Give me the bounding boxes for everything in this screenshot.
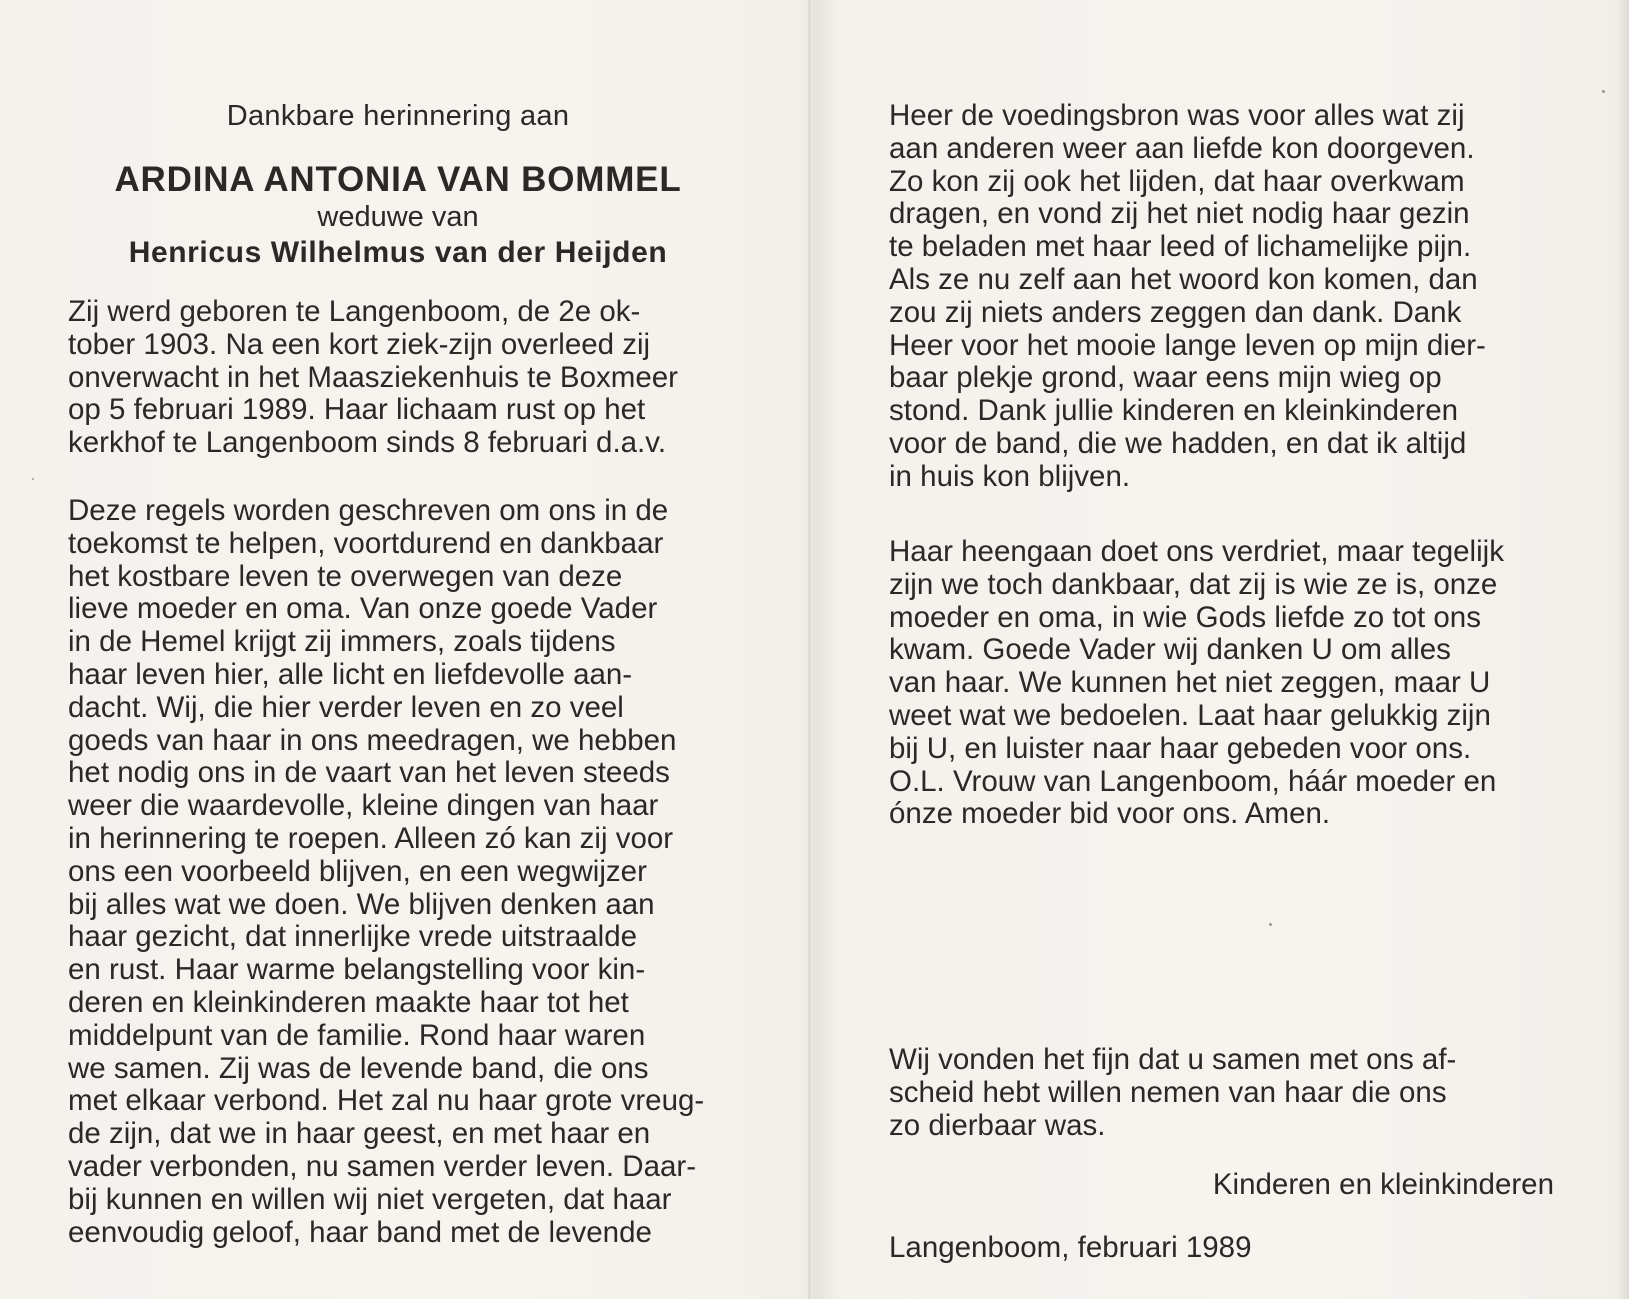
birth-death-paragraph (68, 296, 728, 460)
text-line: tober 1903. Na een kort ziek-zijn overleed zij (68, 327, 651, 361)
deceased-name: ARDINA ANTONIA VAN BOMMEL (114, 160, 682, 199)
text-line: O.L. Vrouw van Langenboom, háár moeder en (889, 764, 1497, 798)
text-line: Zij werd geboren te Langenboom, de 2e ok- (68, 295, 641, 328)
text-line: in de Hemel krijgt zij immers, zoals tijdens (68, 625, 616, 659)
thanks-paragraph (889, 1044, 1554, 1142)
widow-of-line: weduwe van (317, 201, 479, 233)
text-line: bij U, en luister naar haar gebeden voor ons. (889, 731, 1472, 765)
text-line: weet wat we bedoelen. Laat haar gelukkig zijn (889, 698, 1491, 732)
text-line: Haar heengaan doet ons verdriet, maar tegelijk (889, 535, 1504, 568)
text-line: bij alles wat we doen. We blijven denken aan (68, 887, 655, 921)
text-line: lieve moeder en oma. Van onze goede Vader (68, 592, 658, 626)
text-line: goeds van haar in ons meedragen, we hebben (68, 723, 677, 757)
text-line: haar leven hier, alle licht en liefdevolle aan- (68, 657, 633, 691)
text-line: Als ze nu zelf aan het woord kon komen, dan (889, 262, 1478, 296)
text-line: en rust. Haar warme belangstelling voor kin- (68, 953, 646, 987)
text-line: kerkhof te Langenboom sinds 8 februari d.a.v. (68, 426, 667, 460)
text-line: bij kunnen en willen wij niet vergeten, dat haar (68, 1182, 672, 1216)
text-line: stond. Dank jullie kinderen en kleinkinderen (889, 394, 1459, 428)
text-line: in herinnering te roepen. Alleen zó kan zij voor (68, 821, 674, 855)
paper-speck (1602, 90, 1605, 93)
text-line: eenvoudig geloof, haar band met de levende (68, 1215, 652, 1249)
text-line: scheid hebt willen nemen van haar die ons (889, 1075, 1447, 1109)
text-line: vader verbonden, nu samen verder leven. Daar- (68, 1149, 697, 1183)
text-line: ons een voorbeeld blijven, en een wegwijzer (68, 854, 647, 888)
text-line: Zo kon zij ook het lijden, dat haar overkwam (889, 164, 1465, 198)
text-line: deren en kleinkinderen maakte haar tot het (68, 985, 629, 1019)
text-line: toekomst te helpen, voortdurend en dankbaar (68, 526, 664, 560)
text-line: de zijn, dat we in haar geest, en met haar en (68, 1117, 651, 1151)
faith-paragraph (889, 100, 1554, 494)
text-line: zou zij niets anders zeggen dan dank. Dank (889, 295, 1462, 329)
text-line: weer die waardevolle, kleine dingen van haar (68, 789, 659, 823)
text-line: het nodig ons in de vaart van het leven steeds (68, 756, 670, 790)
text-line: baar plekje grond, waar eens mijn wieg op (889, 361, 1442, 395)
card-edge-shadow (1615, 0, 1629, 1299)
text-line: middelpunt van de familie. Rond haar waren (68, 1018, 646, 1052)
text-line: in huis kon blijven. (889, 459, 1131, 493)
text-line: voor de band, die we hadden, en dat ik altijd (889, 426, 1467, 460)
text-line: zo dierbaar was. (889, 1108, 1106, 1142)
text-line: we samen. Zij was de levende band, die ons (68, 1051, 649, 1085)
paper-speck (32, 478, 34, 480)
text-line: te beladen met haar leed of lichamelijke pijn. (889, 230, 1472, 264)
text-line: op 5 februari 1989. Haar lichaam rust op het (68, 393, 646, 427)
signature-line: Kinderen en kleinkinderen (1212, 1168, 1554, 1201)
gratitude-paragraph (889, 536, 1554, 831)
text-line: dragen, en vond zij het niet nodig haar gezin (889, 197, 1470, 231)
text-line: dacht. Wij, die hier verder leven en zo veel (68, 690, 624, 724)
text-line: zijn we toch dankbaar, dat zij is wie ze is, onze (889, 567, 1498, 601)
text-line: moeder en oma, in wie Gods liefde zo tot ons (889, 600, 1481, 634)
text-line: Wij vonden het fijn dat u samen met ons af- (889, 1043, 1457, 1076)
intro-line: Dankbare herinnering aan (226, 100, 570, 132)
husband-name: Henricus Wilhelmus van der Heijden (128, 236, 668, 269)
text-line: met elkaar verbond. Het zal nu haar grote vreug- (68, 1084, 705, 1118)
remembrance-paragraph (68, 495, 728, 1249)
text-line: kwam. Goede Vader wij danken U om alles (889, 633, 1451, 667)
paper-speck (1269, 923, 1272, 926)
text-line: Heer voor het mooie lange leven op mijn dier- (889, 328, 1486, 362)
card-fold (808, 0, 811, 1299)
text-line: aan anderen weer aan liefde kon doorgeven. (889, 131, 1475, 165)
text-line: het kostbare leven te overwegen van deze (68, 559, 623, 593)
text-line: onverwacht in het Maasziekenhuis te Boxmeer (68, 360, 678, 394)
text-line: van haar. We kunnen het niet zeggen, maar U (889, 666, 1491, 700)
text-line: haar gezicht, dat innerlijke vrede uitstraalde (68, 920, 638, 954)
text-line: ónze moeder bid voor ons. Amen. (889, 797, 1331, 831)
text-line: Deze regels worden geschreven om ons in de (68, 494, 669, 527)
place-date-line: Langenboom, februari 1989 (889, 1231, 1252, 1264)
text-line: Heer de voedingsbron was voor alles wat zij (889, 99, 1465, 132)
